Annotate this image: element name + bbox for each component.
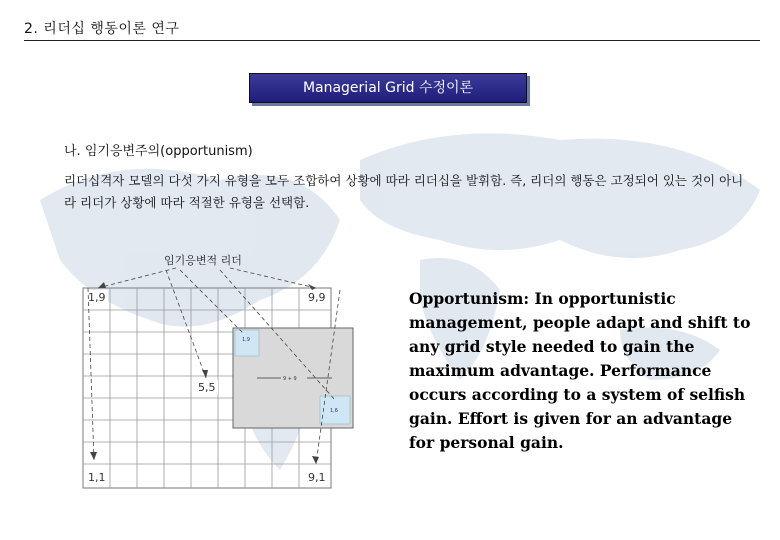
label-9-1: 9,1: [308, 471, 326, 484]
inset-blue-top-left: [235, 330, 259, 356]
label-1-9: 1,9: [88, 291, 106, 304]
opportunism-english-explanation: Opportunism: In opportunistic management, people adapt and shift to any grid style needed to gain the maximum advantage. Performance occurs according to a system of selfish gain. Effort is given for an advantage for personal gain.: [409, 289, 751, 452]
label-1-1: 1,1: [88, 471, 106, 484]
inset-label-bottom-right: 1,6: [330, 408, 338, 414]
inset-label-top-left: 1,9: [242, 337, 250, 343]
title-divider: [24, 40, 760, 41]
inset-label-center: 9 + 9: [283, 376, 297, 382]
opportunism-heading: 나. 임기응변주의(opportunism): [64, 144, 253, 159]
managerial-grid-banner: Managerial Grid 수정이론: [249, 73, 527, 103]
opportunist-leader-diagram: [80, 250, 380, 490]
section-title: 2. 리더십 행동이론 연구: [24, 21, 180, 37]
label-5-5: 5,5: [198, 381, 216, 394]
opportunism-description: 리더십격자 모델의 다섯 가지 유형을 모두 조합하여 상황에 따라 리더십을 발휘함. 즉, 리더의 행동은 고정되어 있는 것이 아니라 리더가 상황에 따라 적절한 유형을 선택함.: [64, 173, 744, 210]
diagram-title: 임기응변적 리더: [164, 254, 242, 267]
label-9-9: 9,9: [308, 291, 326, 304]
